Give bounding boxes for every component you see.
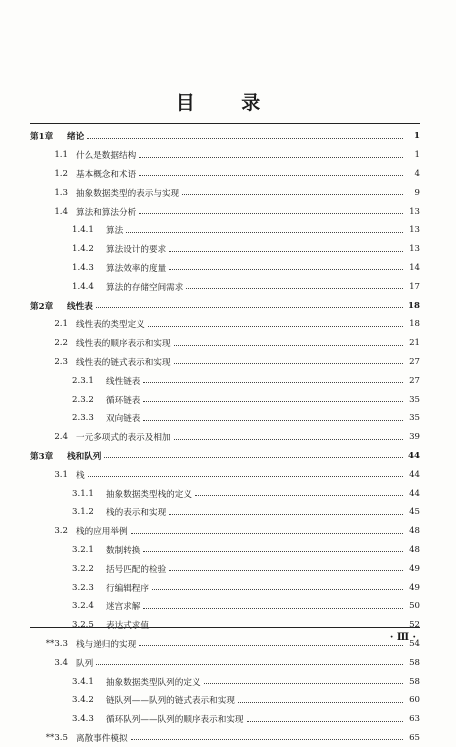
dot-leader xyxy=(174,363,403,364)
toc-entry-number: **3.3 xyxy=(30,639,76,649)
toc-entry-title: 算法的存储空间需求 xyxy=(106,281,183,293)
dot-leader xyxy=(195,495,403,496)
toc-entry xyxy=(30,334,420,353)
toc-entry-title: 抽象数据类型栈的定义 xyxy=(106,488,192,500)
toc-entry xyxy=(30,672,420,691)
toc-entry-title: 一元多项式的表示及相加 xyxy=(76,431,171,443)
toc-entry-title: 循环队列——队列的顺序表示和实现 xyxy=(106,713,244,725)
dot-leader xyxy=(143,382,403,383)
toc-entry-page: 50 xyxy=(406,601,420,611)
toc-entry-number: 1.4 xyxy=(30,207,76,217)
dot-leader xyxy=(238,702,403,703)
toc-entry-page: 44 xyxy=(406,451,420,461)
toc-entry xyxy=(30,146,420,165)
toc-entry-page: 9 xyxy=(406,188,420,198)
toc-entry xyxy=(30,202,420,221)
dot-leader xyxy=(169,251,403,252)
bottom-rule xyxy=(30,627,420,628)
toc-entry-number: 1.3 xyxy=(30,188,76,198)
toc-entry xyxy=(30,597,420,616)
toc-entry xyxy=(30,465,420,484)
toc-entry xyxy=(30,653,420,672)
toc-entry xyxy=(30,447,420,466)
table-of-contents xyxy=(30,127,420,747)
toc-entry-title: 栈和队列 xyxy=(67,450,101,462)
toc-entry-number: 1.4.1 xyxy=(72,225,106,235)
dot-leader xyxy=(139,645,403,646)
toc-entry-number: 第2章 xyxy=(30,300,67,312)
toc-entry-number: 2.2 xyxy=(30,338,76,348)
toc-entry-number: 3.4 xyxy=(30,658,76,668)
toc-entry xyxy=(30,522,420,541)
toc-entry xyxy=(30,240,420,259)
toc-entry-page: 13 xyxy=(406,207,420,217)
toc-entry xyxy=(30,371,420,390)
toc-entry xyxy=(30,127,420,146)
toc-entry-number: 3.2.2 xyxy=(72,564,106,574)
toc-entry-number: 2.3.2 xyxy=(72,395,106,405)
toc-entry-number: 1.4.2 xyxy=(72,244,106,254)
toc-entry-number: 2.1 xyxy=(30,319,76,329)
dot-leader xyxy=(126,232,403,233)
toc-entry-page: 49 xyxy=(406,564,420,574)
toc-entry-page: 4 xyxy=(406,169,420,179)
toc-entry-page: 65 xyxy=(406,733,420,743)
toc-entry-title: 栈与递归的实现 xyxy=(76,638,136,650)
toc-entry-page: 48 xyxy=(406,526,420,536)
toc-entry-page: 13 xyxy=(406,225,420,235)
toc-entry-number: 2.3.3 xyxy=(72,413,106,423)
toc-entry-number: 3.1.2 xyxy=(72,507,106,517)
toc-entry xyxy=(30,409,420,428)
toc-entry xyxy=(30,635,420,654)
toc-entry-page: 35 xyxy=(406,395,420,405)
toc-entry-number: 1.4.4 xyxy=(72,282,106,292)
toc-entry-number: 1.2 xyxy=(30,169,76,179)
toc-entry-number: 3.4.1 xyxy=(72,677,106,687)
toc-entry xyxy=(30,259,420,278)
dot-leader xyxy=(87,138,403,139)
dot-leader xyxy=(131,533,403,534)
toc-entry xyxy=(30,165,420,184)
toc-entry-title: 表达式求值 xyxy=(106,619,149,631)
dot-leader xyxy=(96,664,403,665)
toc-entry-title: 什么是数据结构 xyxy=(76,149,136,161)
toc-entry-title: 迷宫求解 xyxy=(106,600,140,612)
dot-leader xyxy=(148,326,403,327)
toc-entry-title: 算法效率的度量 xyxy=(106,262,166,274)
toc-entry-page: 39 xyxy=(406,432,420,442)
toc-entry-page: 44 xyxy=(406,489,420,499)
toc-entry-title: 算法设计的要求 xyxy=(106,243,166,255)
dot-leader xyxy=(247,721,403,722)
dot-leader xyxy=(139,157,403,158)
toc-entry-page: 54 xyxy=(406,639,420,649)
toc-entry-page: 1 xyxy=(406,150,420,160)
toc-entry-title: 链队列——队列的链式表示和实现 xyxy=(106,694,235,706)
dot-leader xyxy=(96,307,403,308)
toc-entry-number: **3.5 xyxy=(30,733,76,743)
dot-leader xyxy=(104,457,403,458)
toc-entry-title: 线性链表 xyxy=(106,375,140,387)
toc-entry-page: 45 xyxy=(406,507,420,517)
toc-entry xyxy=(30,428,420,447)
toc-entry-page: 27 xyxy=(406,376,420,386)
dot-leader xyxy=(88,476,403,477)
toc-entry xyxy=(30,353,420,372)
dot-leader xyxy=(139,175,403,176)
toc-entry-number: 第3章 xyxy=(30,450,67,462)
toc-entry-page: 18 xyxy=(406,319,420,329)
toc-entry-number: 3.2 xyxy=(30,526,76,536)
toc-entry-title: 循环链表 xyxy=(106,394,140,406)
toc-entry-title: 栈 xyxy=(76,469,85,481)
toc-entry-title: 行编辑程序 xyxy=(106,582,149,594)
toc-entry-title: 绪论 xyxy=(67,130,84,142)
toc-entry-title: 括号匹配的检验 xyxy=(106,563,166,575)
dot-leader xyxy=(182,194,403,195)
toc-entry-title: 线性表的顺序表示和实现 xyxy=(76,337,171,349)
toc-entry xyxy=(30,729,420,747)
dot-leader xyxy=(152,589,403,590)
toc-entry-page: 14 xyxy=(406,263,420,273)
toc-entry-number: 3.1.1 xyxy=(72,489,106,499)
toc-entry-title: 基本概念和术语 xyxy=(76,168,136,180)
dot-leader xyxy=(143,420,403,421)
dot-leader xyxy=(143,608,403,609)
toc-entry xyxy=(30,183,420,202)
toc-entry-title: 算法 xyxy=(106,224,123,236)
toc-entry-page: 52 xyxy=(406,620,420,630)
toc-entry-number: 3.2.5 xyxy=(72,620,106,630)
dot-leader xyxy=(143,401,403,402)
toc-entry xyxy=(30,277,420,296)
toc-entry xyxy=(30,559,420,578)
dot-leader xyxy=(169,570,403,571)
toc-entry-title: 队列 xyxy=(76,657,93,669)
toc-entry-title: 线性表的链式表示和实现 xyxy=(76,356,171,368)
toc-entry-number: 3.4.2 xyxy=(72,695,106,705)
toc-entry-title: 数制转换 xyxy=(106,544,140,556)
toc-entry-title: 抽象数据类型的表示与实现 xyxy=(76,187,179,199)
toc-entry xyxy=(30,315,420,334)
dot-leader xyxy=(174,439,403,440)
toc-entry-page: 13 xyxy=(406,244,420,254)
toc-entry-number: 3.2.3 xyxy=(72,583,106,593)
toc-entry xyxy=(30,578,420,597)
dot-leader xyxy=(204,683,403,684)
toc-entry-page: 18 xyxy=(406,301,420,311)
dot-leader xyxy=(143,551,403,552)
dot-leader xyxy=(174,345,403,346)
toc-entry-title: 抽象数据类型队列的定义 xyxy=(106,676,201,688)
toc-entry-page: 21 xyxy=(406,338,420,348)
toc-entry xyxy=(30,710,420,729)
toc-entry-page: 58 xyxy=(406,677,420,687)
toc-entry xyxy=(30,296,420,315)
toc-entry-page: 17 xyxy=(406,282,420,292)
toc-entry xyxy=(30,616,420,635)
toc-entry-title: 栈的应用举例 xyxy=(76,525,128,537)
toc-entry-page: 35 xyxy=(406,413,420,423)
toc-entry-number: 2.3.1 xyxy=(72,376,106,386)
toc-entry-number: 3.4.3 xyxy=(72,714,106,724)
toc-entry-number: 3.1 xyxy=(30,470,76,480)
toc-entry-title: 栈的表示和实现 xyxy=(106,506,166,518)
toc-entry-page: 60 xyxy=(406,695,420,705)
toc-entry-number: 2.3 xyxy=(30,357,76,367)
dot-leader xyxy=(169,269,403,270)
toc-entry-page: 27 xyxy=(406,357,420,367)
toc-entry-number: 3.2.4 xyxy=(72,601,106,611)
toc-entry-number: 1.1 xyxy=(30,150,76,160)
toc-entry xyxy=(30,541,420,560)
page-title: 目 录 xyxy=(0,88,456,115)
dot-leader xyxy=(186,288,403,289)
toc-entry-title: 双向链表 xyxy=(106,412,140,424)
toc-entry xyxy=(30,691,420,710)
dot-leader xyxy=(139,213,403,214)
dot-leader xyxy=(131,739,403,740)
top-rule xyxy=(30,123,420,124)
toc-entry-title: 离散事件模拟 xyxy=(76,732,128,744)
toc-entry-page: 1 xyxy=(406,131,420,141)
toc-entry xyxy=(30,221,420,240)
toc-entry-number: 2.4 xyxy=(30,432,76,442)
page-folio: · Ⅲ · xyxy=(390,632,416,643)
toc-entry-number: 1.4.3 xyxy=(72,263,106,273)
toc-entry-title: 线性表的类型定义 xyxy=(76,318,145,330)
toc-entry-number: 第1章 xyxy=(30,130,67,142)
toc-entry xyxy=(30,484,420,503)
dot-leader xyxy=(169,514,403,515)
toc-entry-page: 58 xyxy=(406,658,420,668)
toc-entry-number: 3.2.1 xyxy=(72,545,106,555)
toc-entry-page: 63 xyxy=(406,714,420,724)
toc-entry-title: 线性表 xyxy=(67,300,93,312)
toc-entry-page: 48 xyxy=(406,545,420,555)
toc-entry-title: 算法和算法分析 xyxy=(76,206,136,218)
toc-entry xyxy=(30,503,420,522)
toc-entry-page: 49 xyxy=(406,583,420,593)
toc-entry xyxy=(30,390,420,409)
toc-entry-page: 44 xyxy=(406,470,420,480)
